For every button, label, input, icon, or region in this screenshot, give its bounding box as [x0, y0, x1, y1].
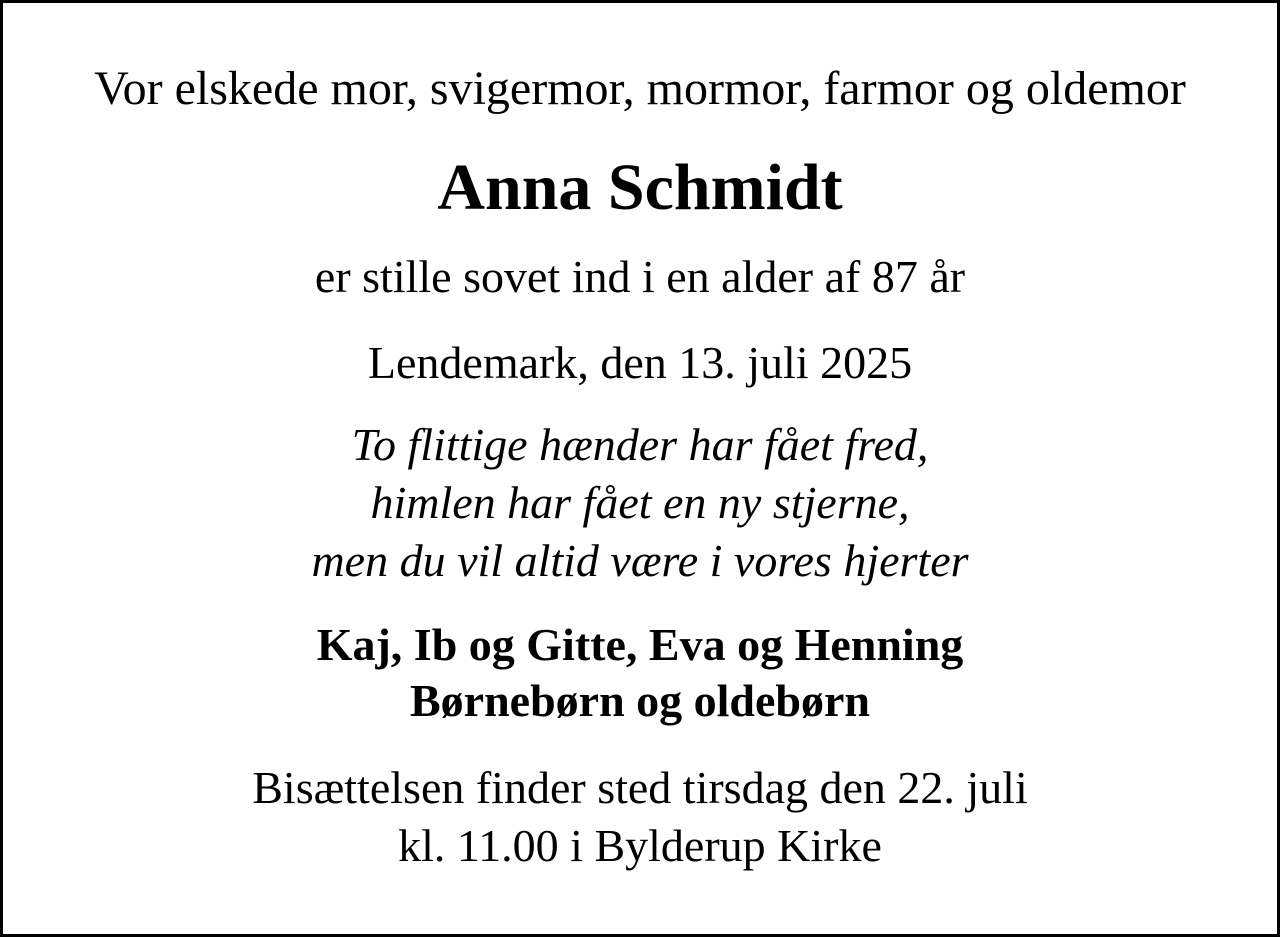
family-signatures	[3, 617, 1277, 729]
service-details	[3, 759, 1277, 875]
intro-line: Vor elskede mor, svigermor, mormor, farmor og oldemor	[94, 62, 1186, 115]
verse-line: To flittige hænder har fået fred,	[351, 419, 929, 470]
family-line: Børnebørn og oldebørn	[409, 675, 871, 726]
age-line: er stille sovet ind i en alder af 87 år	[314, 251, 966, 302]
verse-line: himlen har fået en ny stjerne,	[370, 477, 910, 528]
place-date-line: Lendemark, den 13. juli 2025	[367, 337, 913, 388]
service-line: Bisættelsen finder sted tirsdag den 22. juli	[252, 762, 1028, 813]
verse-line: men du vil altid være i vores hjerter	[311, 535, 969, 586]
deceased-name: Anna Schmidt	[437, 151, 843, 224]
service-line: kl. 11.00 i Bylderup Kirke	[398, 820, 882, 871]
memorial-verse	[3, 416, 1277, 590]
family-line: Kaj, Ib og Gitte, Eva og Henning	[316, 619, 964, 670]
